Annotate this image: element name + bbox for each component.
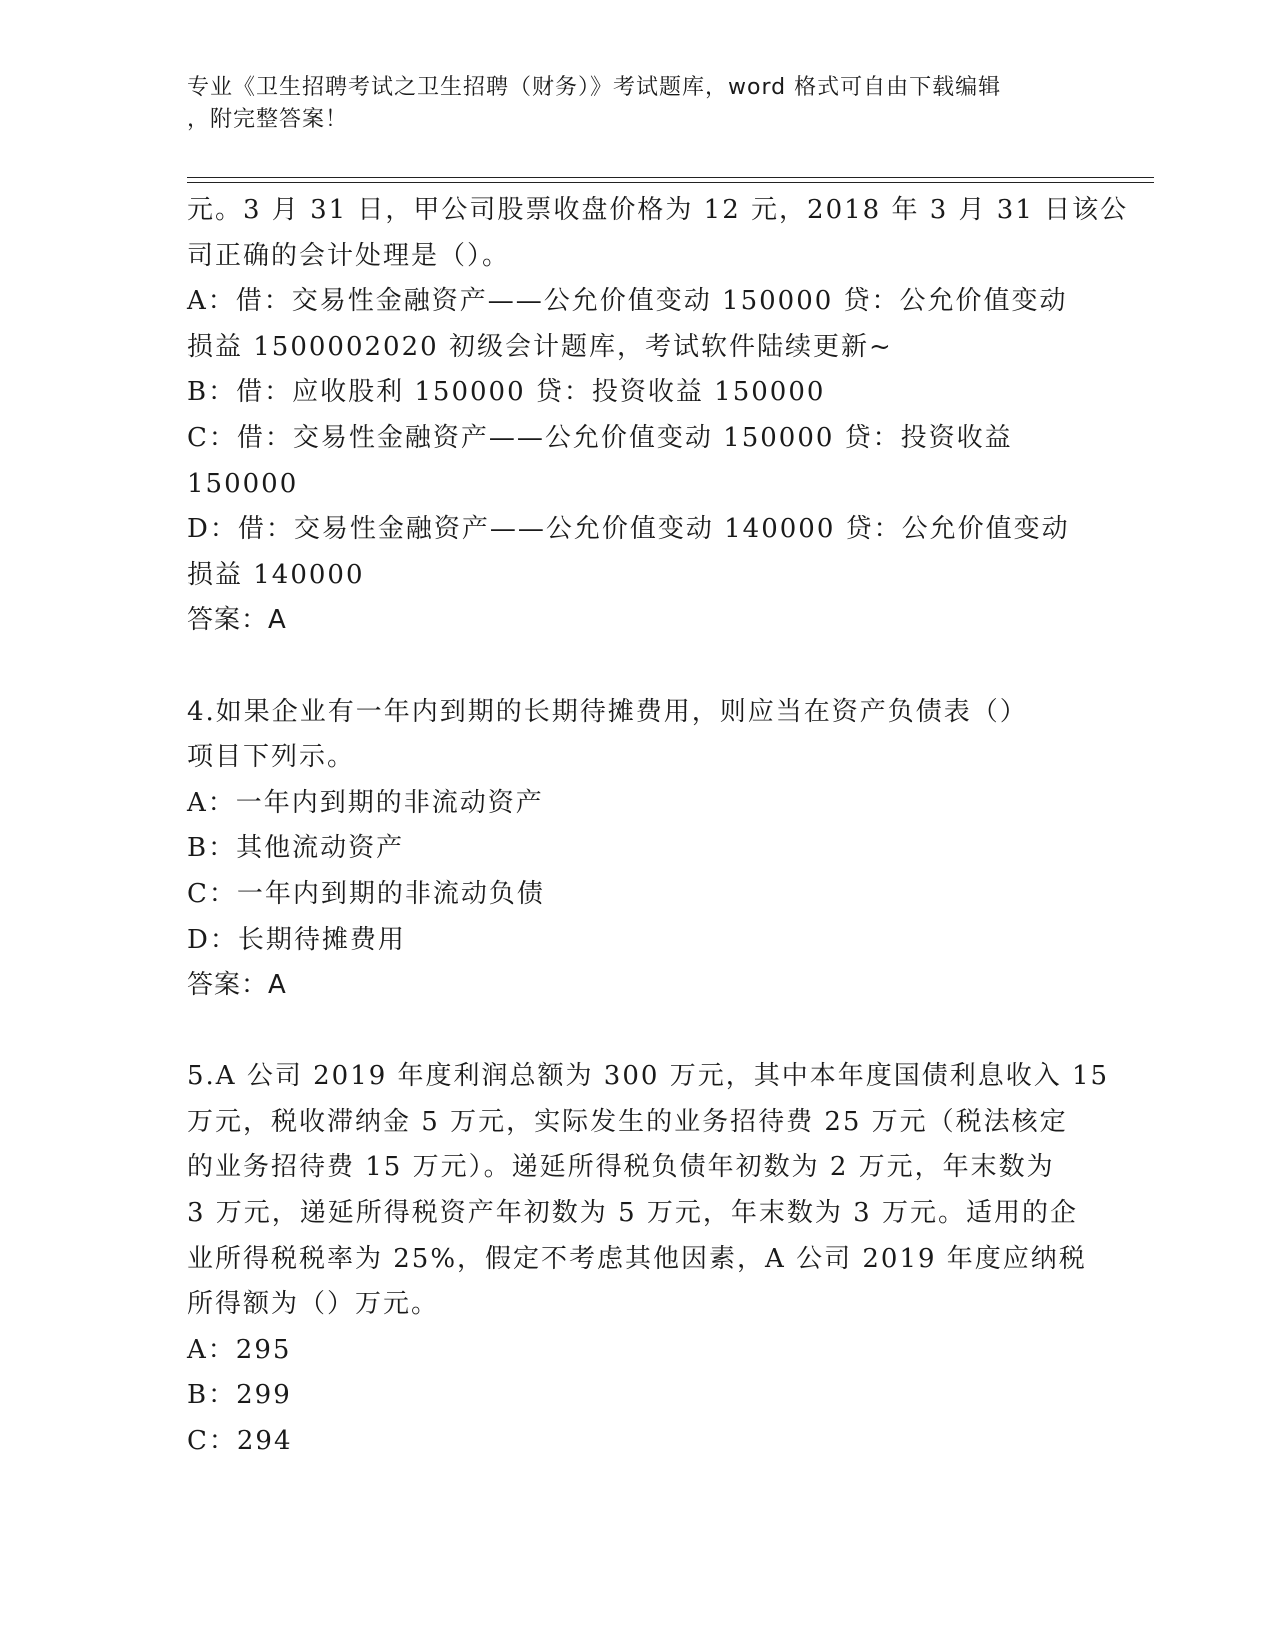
option-line: C：借：交易性金融资产——公允价值变动 150000 贷：投资收益 bbox=[187, 422, 1013, 453]
spacer bbox=[187, 1009, 1077, 1055]
page-header bbox=[187, 72, 1067, 136]
option-line: A：借：交易性金融资产——公允价值变动 150000 贷：公允价值变动 bbox=[187, 286, 1068, 317]
question-stem-line: 3 万元，递延所得税资产年初数为 5 万元，年末数为 3 万元。适用的企 bbox=[187, 1198, 1078, 1229]
option-line: C：294 bbox=[187, 1426, 293, 1457]
spacer bbox=[187, 644, 1077, 690]
option-line: A：295 bbox=[187, 1334, 292, 1365]
question-stem-line: 元。3 月 31 日，甲公司股票收盘价格为 12 元，2018 年 3 月 31 日该公 bbox=[187, 195, 1129, 225]
option-line: 损益 140000 bbox=[187, 559, 365, 590]
question-stem-line: 万元，税收滞纳金 5 万元，实际发生的业务招待费 25 万元（税法核定 bbox=[187, 1106, 1068, 1137]
header-rule bbox=[187, 182, 1154, 183]
option-line: C：一年内到期的非流动负债 bbox=[187, 878, 545, 909]
question-5 bbox=[187, 1054, 1110, 1464]
question-3 bbox=[187, 188, 1129, 644]
header-line: ，附完整答案！ bbox=[187, 107, 349, 132]
option-line: D：长期待摊费用 bbox=[187, 924, 406, 955]
option-line: A：一年内到期的非流动资产 bbox=[187, 787, 544, 818]
question-stem-line: 所得额为（）万元。 bbox=[187, 1289, 440, 1320]
question-stem-line: 业所得税税率为 25%，假定不考虑其他因素，A 公司 2019 年度应纳税 bbox=[187, 1243, 1087, 1274]
option-line: 损益 1500002020 初级会计题库，考试软件陆续更新~ bbox=[187, 331, 893, 362]
question-stem-line: 司正确的会计处理是（）。 bbox=[187, 240, 511, 271]
header-line: 专业《卫生招聘考试之卫生招聘（财务）》考试题库，word 格式可自由下载编辑 bbox=[187, 75, 1002, 100]
option-line: 150000 bbox=[187, 468, 299, 499]
question-stem-line: 的业务招待费 15 万元）。递延所得税负债年初数为 2 万元，年末数为 bbox=[187, 1152, 1055, 1183]
answer-line: 答案：A bbox=[187, 970, 287, 1001]
option-line: D：借：交易性金融资产——公允价值变动 140000 贷：公允价值变动 bbox=[187, 514, 1070, 545]
question-stem-line: 4.如果企业有一年内到期的长期待摊费用，则应当在资产负债表（） bbox=[187, 696, 1028, 727]
header-rule bbox=[187, 177, 1154, 178]
answer-line: 答案：A bbox=[187, 605, 287, 636]
question-stem-line: 项目下列示。 bbox=[187, 742, 356, 773]
question-4 bbox=[187, 690, 1077, 1009]
option-line: B：299 bbox=[187, 1380, 292, 1411]
option-line: B：其他流动资产 bbox=[187, 833, 405, 864]
question-stem-line: 5.A 公司 2019 年度利润总额为 300 万元，其中本年度国债利息收入 15 bbox=[187, 1061, 1110, 1092]
option-line: B：借：应收股利 150000 贷：投资收益 150000 bbox=[187, 377, 826, 408]
question-content bbox=[187, 188, 1129, 1465]
